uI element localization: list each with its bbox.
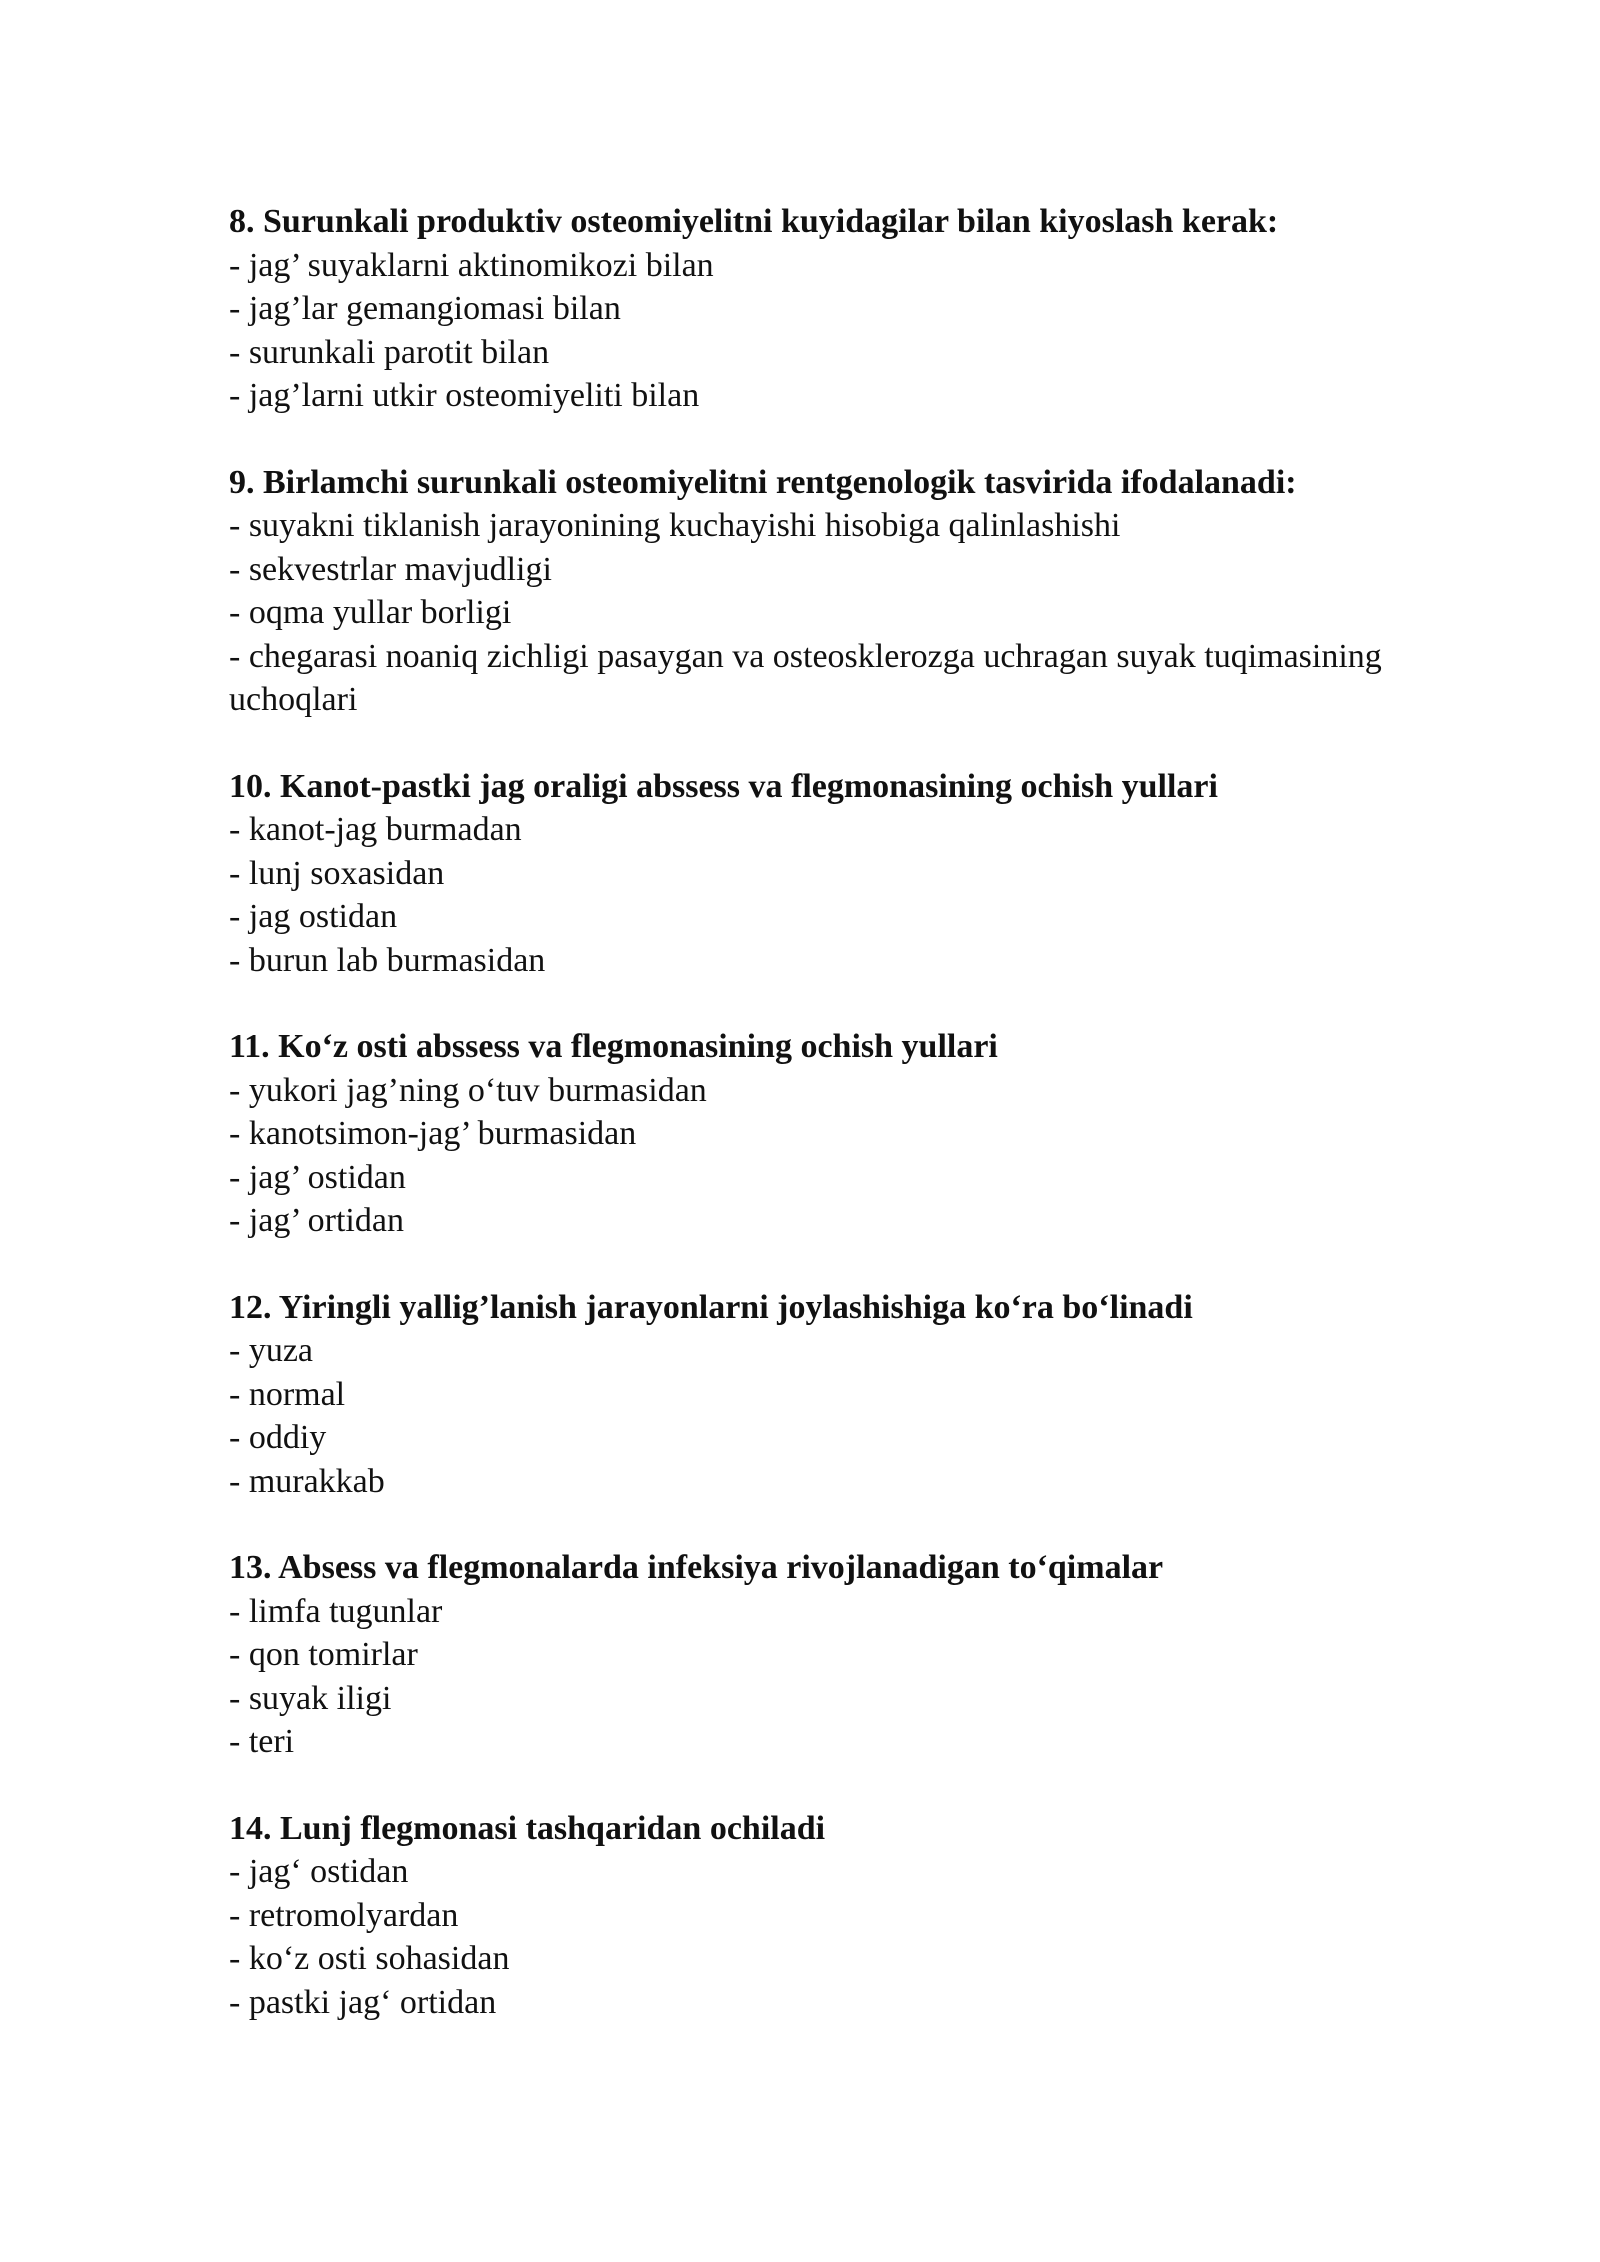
answer-option: - jag’lar gemangiomasi bilan xyxy=(229,290,621,327)
question-title: 12. Yiringli yallig’lanish jarayonlarni joylashishiga ko‘ra bo‘linadi xyxy=(229,1288,1193,1326)
question-14 xyxy=(229,1807,1469,2025)
answer-option: - suyakni tiklanish jarayonining kuchayishi hisobiga qalinlashishi xyxy=(229,507,1121,544)
question-title: 10. Kanot-pastki jag oraligi abssess va flegmonasining ochish yullari xyxy=(229,767,1218,805)
answer-option: - ko‘z osti sohasidan xyxy=(229,1940,510,1977)
answer-option: - suyak iligi xyxy=(229,1679,392,1717)
question-title: 14. Lunj flegmonasi tashqaridan ochiladi xyxy=(229,1809,826,1847)
answer-option: - sekvestrlar mavjudligi xyxy=(229,550,552,588)
question-title: 8. Surunkali produktiv osteomiyelitni kuyidagilar bilan kiyoslash kerak: xyxy=(229,203,1279,240)
question-11 xyxy=(229,1025,1469,1243)
answer-option: - normal xyxy=(229,1375,346,1413)
question-title: 9. Birlamchi surunkali osteomiyelitni rentgenologik tasvirida ifodalanadi: xyxy=(229,463,1297,501)
question-9 xyxy=(229,461,1469,722)
answer-option: - jag’ ortidan xyxy=(229,1202,404,1239)
answer-option: - yuza xyxy=(229,1332,314,1369)
answer-option: - jag’ ostidan xyxy=(229,1158,406,1196)
answer-option: - jag’larni utkir osteomiyeliti bilan xyxy=(229,377,700,414)
answer-option: - jag‘ ostidan xyxy=(229,1853,409,1890)
answer-option: - pastki jag‘ ortidan xyxy=(229,1983,497,2021)
answer-option: - yukori jag’ning o‘tuv burmasidan xyxy=(229,1071,707,1109)
question-title: 13. Absess va flegmonalarda infeksiya rivojlanadigan to‘qimalar xyxy=(229,1549,1164,1586)
answer-option: - retromolyardan xyxy=(229,1896,459,1934)
answer-option: - kanot-jag burmadan xyxy=(229,811,522,848)
answer-option: - kanotsimon-jag’ burmasidan xyxy=(229,1115,637,1152)
answer-option: - oddiy xyxy=(229,1419,327,1456)
question-12 xyxy=(229,1286,1469,1504)
answer-option: - oqma yullar borligi xyxy=(229,594,512,631)
question-8 xyxy=(229,200,1469,418)
question-10 xyxy=(229,765,1469,983)
answer-option: - murakkab xyxy=(229,1462,385,1500)
answer-option: - teri xyxy=(229,1723,295,1760)
answer-option: - chegarasi noaniq zichligi pasaygan va osteosklerozga uchragan suyak tuqimasining uchoqlari xyxy=(229,637,1382,718)
answer-option: - qon tomirlar xyxy=(229,1636,418,1673)
answer-option: - burun lab burmasidan xyxy=(229,941,546,979)
answer-option: - lunj soxasidan xyxy=(229,854,445,892)
answer-option: - jag ostidan xyxy=(229,898,398,935)
question-13 xyxy=(229,1546,1469,1764)
answer-option: - jag’ suyaklarni aktinomikozi bilan xyxy=(229,246,714,284)
answer-option: - limfa tugunlar xyxy=(229,1592,443,1630)
answer-option: - surunkali parotit bilan xyxy=(229,333,550,371)
document-page xyxy=(229,200,1469,2067)
question-title: 11. Ko‘z osti abssess va flegmonasining ochish yullari xyxy=(229,1028,998,1065)
